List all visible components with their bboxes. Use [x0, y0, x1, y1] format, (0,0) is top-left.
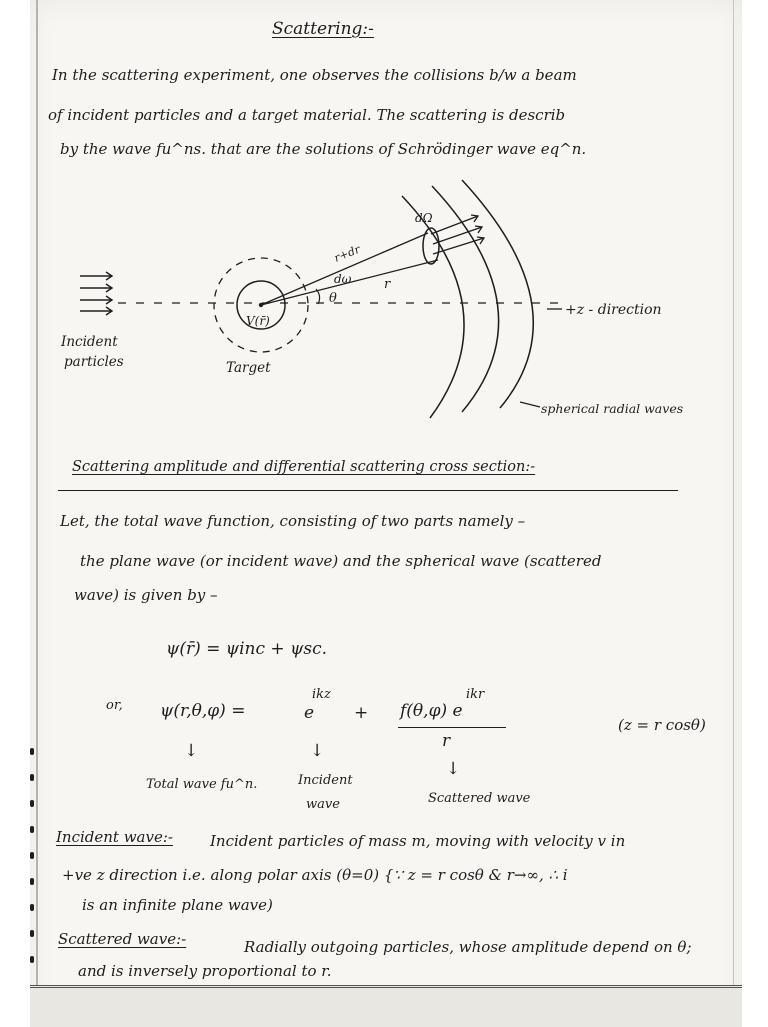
- arrow-scattered: ↓: [446, 759, 461, 779]
- arrow-total: ↓: [184, 741, 199, 761]
- d-omega-label: dΩ: [415, 211, 433, 225]
- scattering-diagram: [0, 175, 768, 435]
- z-direction-label: +z - direction: [565, 302, 662, 318]
- equation-plus: +: [354, 703, 369, 723]
- equation-lhs: ψ(r,θ,φ) =: [160, 701, 246, 721]
- margin-mark: [30, 904, 34, 911]
- margin-mark: [30, 826, 34, 833]
- arrow-incident: ↓: [310, 741, 325, 761]
- margin-line: [36, 0, 38, 1024]
- incident-wave-line-2: +ve z direction i.e. along polar axis (θ=0) {∵ z = r cosθ & r→∞, ∴ i: [62, 866, 568, 884]
- incident-beam-arrows: [80, 272, 112, 315]
- fraction-bar: [398, 727, 506, 728]
- body-line-3: wave) is given by –: [74, 586, 218, 604]
- incident-wave-line-3: is an infinite plane wave): [82, 896, 273, 914]
- equation-numerator: f(θ,φ) e: [400, 701, 463, 721]
- r-label: r: [384, 277, 391, 292]
- margin-mark: [30, 774, 34, 781]
- section-heading: Scattering amplitude and differential scattering cross section:-: [72, 459, 536, 475]
- incident-label-2: particles: [64, 354, 124, 370]
- equation-denominator: r: [442, 731, 451, 751]
- or-label: or,: [106, 698, 123, 713]
- label-incident-1: Incident: [298, 773, 353, 788]
- equation-exp1: e: [304, 703, 315, 723]
- r-plus-dr-label: r+dr: [332, 242, 362, 265]
- scattered-wave-line-2: and is inversely proportional to r.: [78, 962, 332, 980]
- margin-mark: [30, 748, 34, 755]
- margin-mark: [30, 878, 34, 885]
- incident-wave-line-1: Incident particles of mass m, moving with velocity v in: [210, 832, 626, 850]
- equation-exp1-sup: ikz: [312, 687, 331, 702]
- intro-line-1: In the scattering experiment, one observes the collisions b/w a beam: [52, 66, 577, 84]
- label-incident-2: wave: [306, 797, 340, 812]
- margin-mark: [30, 800, 34, 807]
- target-label: Target: [226, 360, 271, 376]
- intro-line-2: of incident particles and a target material. The scattering is describ: [48, 106, 566, 124]
- section-heading-underline: [58, 490, 678, 491]
- incident-wave-heading: Incident wave:-: [56, 828, 173, 846]
- potential-label: V(r̄): [246, 314, 270, 328]
- scattered-wave-line-1: Radially outgoing particles, whose amplitude depend on θ;: [244, 938, 692, 956]
- body-line-1: Let, the total wave function, consisting of two parts namely –: [60, 512, 526, 530]
- margin-mark: [30, 930, 34, 937]
- d-omega-small-label: dω: [334, 272, 352, 286]
- incident-label-1: Incident: [61, 334, 118, 350]
- equation-numerator-sup: ikr: [466, 687, 485, 702]
- side-note: (z = r cosθ): [618, 716, 706, 734]
- equation-total: ψ(r̄) = ψinc + ψsc.: [166, 639, 328, 659]
- page-bottom-edge: [30, 985, 742, 1027]
- label-total-wave: Total wave fu^n.: [146, 777, 258, 792]
- page-edge-line: [733, 0, 734, 1024]
- body-line-2: the plane wave (or incident wave) and the spherical wave (scattered: [80, 552, 602, 570]
- waves-pointer: [520, 402, 540, 407]
- scattered-wave-heading: Scattered wave:-: [58, 930, 187, 948]
- margin-mark: [30, 852, 34, 859]
- intro-line-3: by the wave fu^ns. that are the solutions of Schrödinger wave eq^n.: [60, 140, 587, 158]
- margin-mark: [30, 956, 34, 963]
- label-scattered-wave: Scattered wave: [428, 791, 531, 806]
- spherical-waves-label: spherical radial waves: [541, 401, 684, 416]
- theta-label: θ: [329, 291, 337, 306]
- page-title: Scattering:-: [272, 19, 374, 39]
